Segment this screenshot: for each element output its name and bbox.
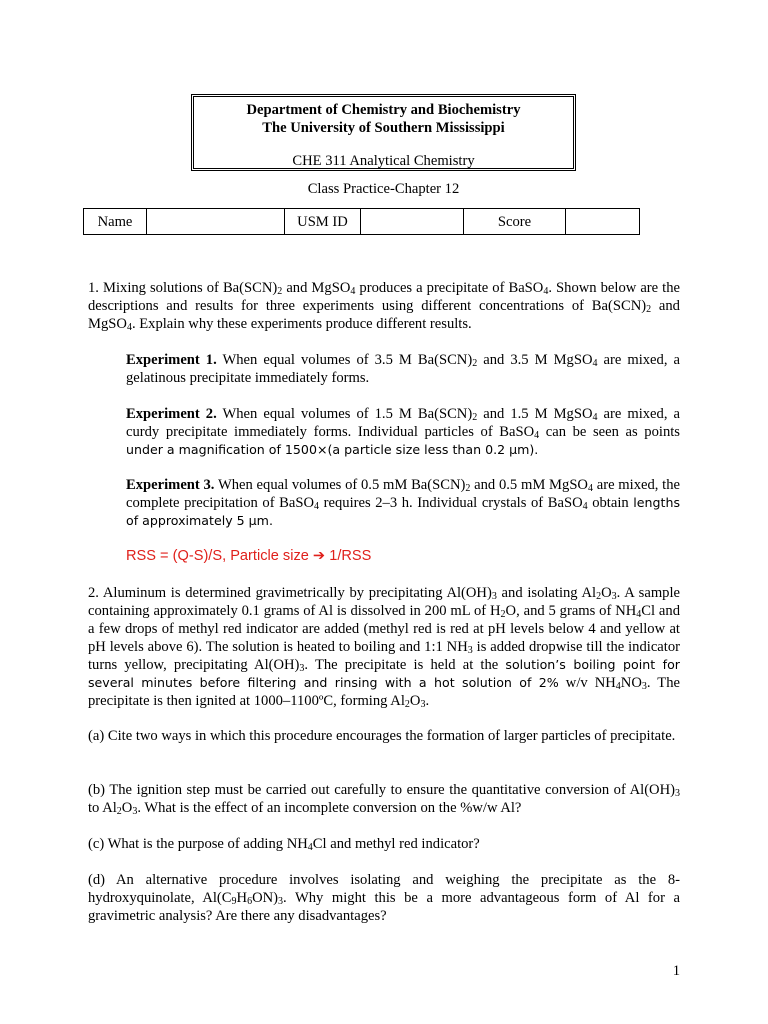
score-field[interactable]	[566, 209, 640, 235]
question-1: 1. Mixing solutions of $Ba(SCN)_2$ and MgSO$_4$ produces a precipitate of BaSO$_4$. Shown below are the descriptions and results for three experiments using different concentrations of $Ba(SCN)_2$ and MgSO$_4$. Explain why these experiments produce different results.	[88, 280, 681, 333]
experiment-2: Experiment 2. When equal volumes of 1.5 M $Ba(SCN)_2$ and 1.5 M MgSO$_4$ are mixed, a curdy precipitate immediately forms. Individual particles of BaSO$_4$ can be seen as points under a magnification of 1500×(a particle size less than 0.2 µm).	[126, 406, 680, 457]
header-box	[191, 94, 576, 171]
score-label: Score	[464, 209, 566, 235]
question-2d: (d) An alternative procedure involves isolating and weighing the precipitate as the 8-hydroxyquinolate, $Al(C_9H_6ON)_3$. Why might this be a more advantageous form of Al for a gravimetric analysis? Are there any disadvantages?	[88, 872, 680, 924]
rss-formula: RSS = (Q-S)/S, Particle size ➔ 1/RSS	[126, 548, 372, 564]
practice-title: Class Practice-Chapter 12	[307, 181, 460, 197]
course-title: CHE 311 Analytical Chemistry	[292, 153, 475, 169]
university-name: The University of Southern Mississippi	[262, 120, 505, 136]
question-2a: (a) Cite two ways in which this procedure encourages the formation of larger particles of precipitate.	[88, 728, 676, 744]
name-field[interactable]	[147, 209, 285, 235]
department-name: Department of Chemistry and Biochemistry	[246, 102, 521, 118]
name-label: Name	[84, 209, 147, 235]
usm-id-label: USM ID	[285, 209, 361, 235]
experiment-1: Experiment 1. When equal volumes of 3.5 M $Ba(SCN)_2$ and 3.5 M MgSO$_4$ are mixed, a gelatinous precipitate immediately forms.	[126, 352, 680, 386]
usm-id-field[interactable]	[361, 209, 464, 235]
question-2c: (c) What is the purpose of adding $NH_4Cl$ and methyl red indicator?	[88, 836, 480, 853]
student-info-table	[83, 208, 640, 235]
experiment-3: Experiment 3. When equal volumes of 0.5 mM $Ba(SCN)_2$ and 0.5 mM MgSO$_4$ are mixed, the complete precipitation of BaSO$_4$ requires 2–3 h. Individual crystals of BaSO$_4$ obtain lengths of approximately 5 µm.	[126, 477, 681, 528]
question-2b: (b) The ignition step must be carried out carefully to ensure the quantitative conversion of $Al(OH)_3$ to $Al_2O_3$. What is the effect of an incomplete conversion on the %w/w Al?	[88, 782, 680, 817]
page-number: 1	[672, 963, 680, 979]
question-2: 2. Aluminum is determined gravimetrically by precipitating $Al(OH)_3$ and isolating $Al_2O_3$. A sample containing approximately 0.1 grams of Al is dissolved in 200 mL of $H_2O$, and 5 grams of $NH_4Cl$ and a few drops of methyl red indicator are added (methyl red is red at pH levels below 4 and yellow at pH levels above 6). The solution is heated to boiling and 1:1 $NH_3$ is added dropwise till the indicator turns yellow, precipitating $Al(OH)_3$. The precipitate is held at the solution’s boiling point for several minutes before filtering and rinsing with a hot solution of 2% w/v $NH_4NO_3$. The precipitate is then ignited at 1000–1100ºC, forming $Al_2O_3$.	[88, 585, 681, 710]
